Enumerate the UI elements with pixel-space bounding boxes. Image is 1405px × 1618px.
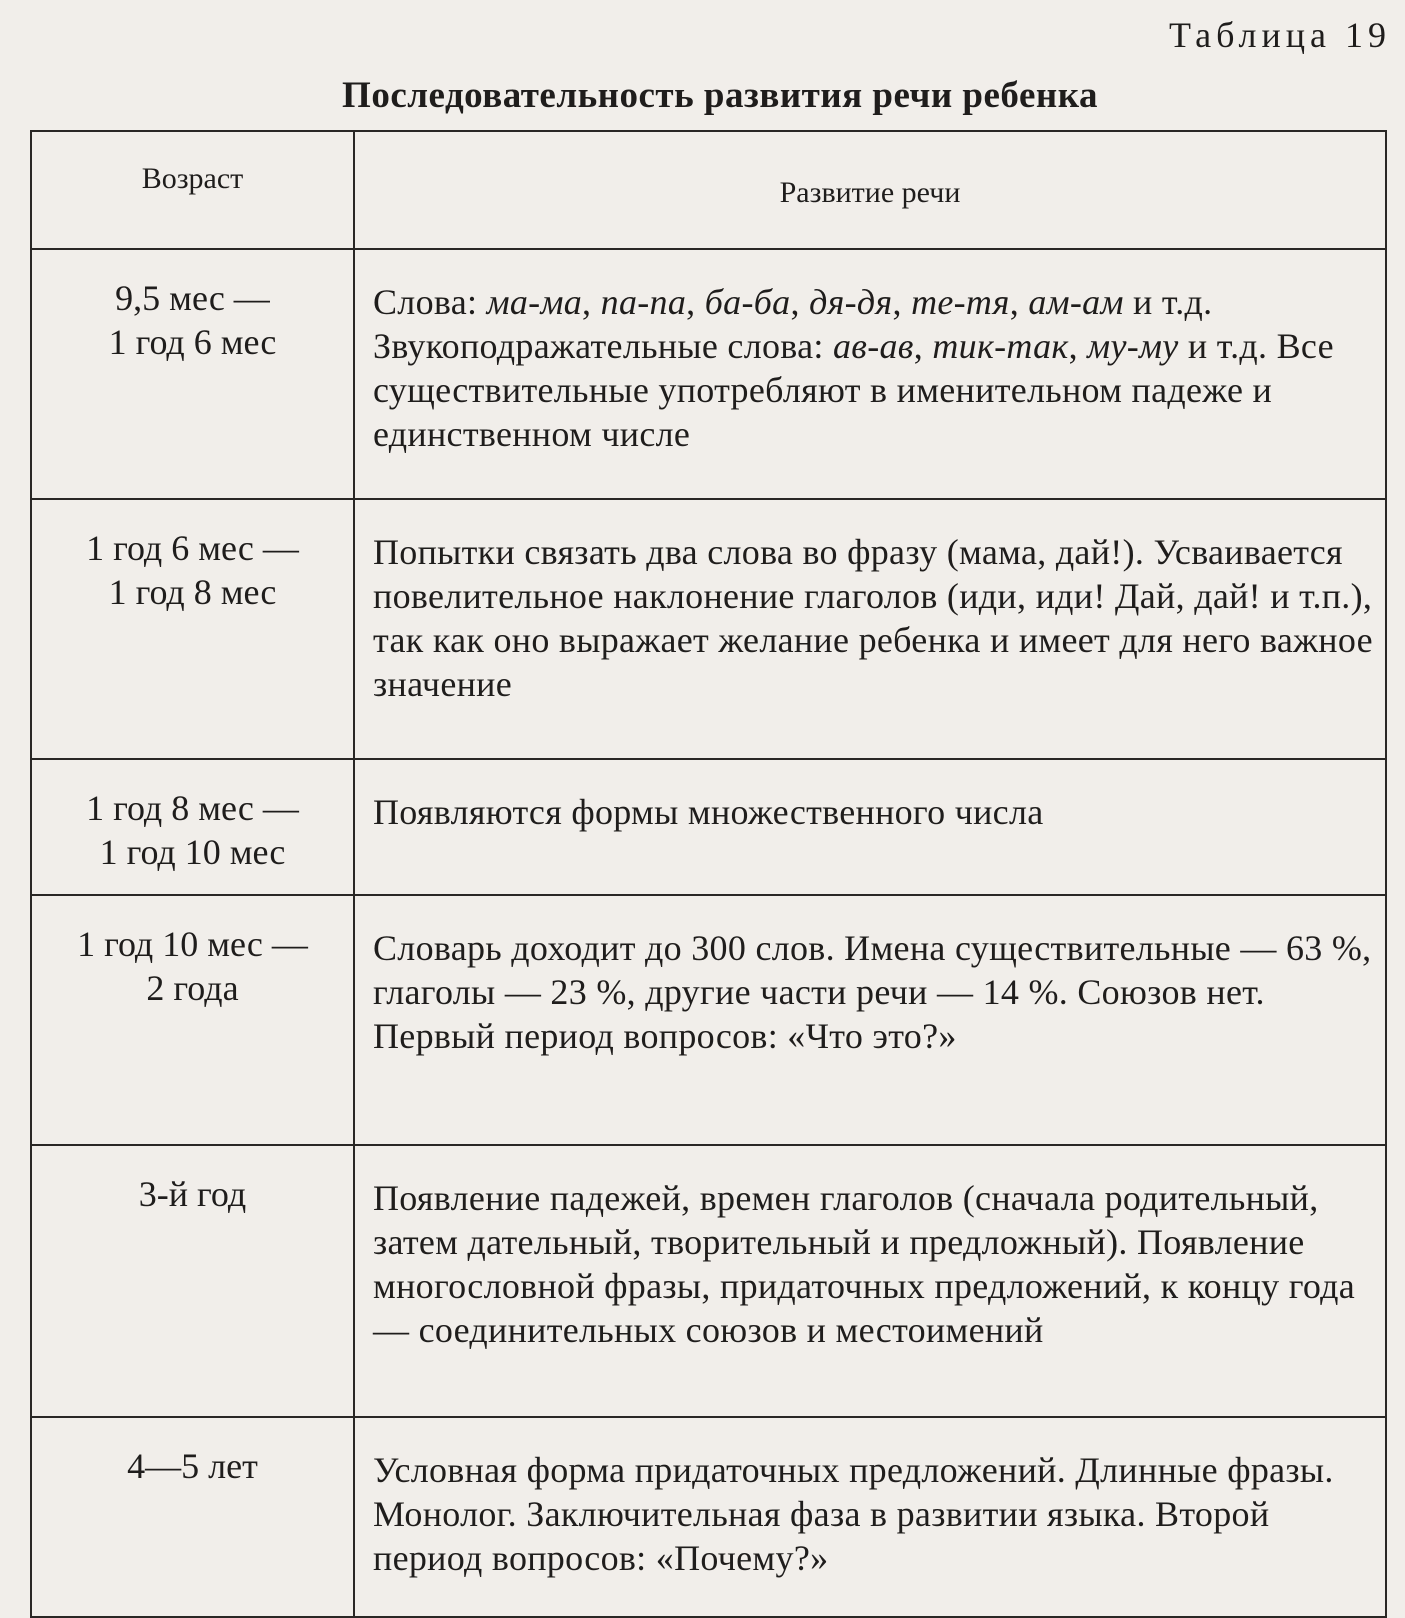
age-cell: [31, 1417, 354, 1617]
header-row: [31, 131, 1386, 249]
example-word: те-тя: [911, 282, 1010, 322]
age-cell: [31, 499, 354, 759]
table-row: [31, 1417, 1386, 1617]
table-row: [31, 895, 1386, 1145]
description-text: Появляются формы множественного числа: [373, 792, 1044, 832]
header-speech-development: Развитие речи: [354, 131, 1386, 249]
age-cell: [31, 895, 354, 1145]
speech-development-cell: [354, 1417, 1386, 1617]
age-line: 1 год 6 мес —: [86, 528, 299, 568]
description-text: Условная форма придаточных предложений. Длинные фразы. Монолог. Заключительная фаза в развитии языка. Второй период вопросов: «Почему?»: [373, 1450, 1334, 1578]
description-text: Появление падежей, времен глаголов (сначала родительный, затем дательный, творительный и предложный). Появление многословной фразы, придаточных предложений, к концу года — соединительных союзов и местоимений: [373, 1178, 1356, 1350]
age-line: 1 год 6 мес: [108, 322, 277, 362]
description-text: ,: [686, 282, 705, 322]
age-line: 3-й год: [138, 1174, 247, 1214]
age-line: 2 года: [146, 968, 239, 1008]
table-number-label: Таблица 19: [1169, 15, 1391, 55]
description-text: ,: [790, 282, 810, 322]
speech-development-cell: [354, 895, 1386, 1145]
description-text: Слова:: [373, 282, 487, 322]
age-line: 1 год 10 мес —: [77, 924, 308, 964]
description-text: ,: [913, 326, 933, 366]
speech-development-cell: [354, 249, 1386, 499]
table-header: [31, 131, 1386, 249]
example-word: му-му: [1087, 326, 1179, 366]
table-row: [31, 759, 1386, 895]
example-word: тик-так: [932, 326, 1069, 366]
example-word: па-па: [600, 282, 687, 322]
description-text: и т.д. Все существительные употребляют в именительном падеже и единственном числе: [373, 326, 1334, 454]
speech-development-table-container: [30, 130, 1385, 1618]
description-text: ,: [892, 282, 912, 322]
speech-development-table: [30, 130, 1387, 1618]
age-line: 1 год 10 мес: [99, 832, 286, 872]
age-line: 1 год 8 мес —: [86, 788, 299, 828]
age-cell: [31, 249, 354, 499]
speech-development-cell: [354, 759, 1386, 895]
table-body: [31, 249, 1386, 1617]
example-word: ам-ам: [1028, 282, 1124, 322]
age-line: 1 год 8 мес: [108, 572, 277, 612]
description-text: Словарь доходит до 300 слов. Имена существительные — 63 %, глаголы — 23 %, другие части речи — 14 %. Союзов нет. Первый период вопросов: «Что это?»: [373, 928, 1372, 1056]
page-title: Последовательность развития речи ребенка: [342, 75, 1098, 116]
speech-development-cell: [354, 499, 1386, 759]
example-word: ав-ав: [832, 326, 914, 366]
description-text: ,: [582, 282, 601, 322]
table-row: [31, 1145, 1386, 1417]
example-word: ба-ба: [704, 282, 791, 322]
description-text: ,: [1068, 326, 1088, 366]
age-cell: [31, 759, 354, 895]
age-cell: [31, 1145, 354, 1417]
age-line: 9,5 мес —: [115, 278, 270, 318]
description-text: ,: [1009, 282, 1029, 322]
example-word: дя-дя: [809, 282, 893, 322]
description-text: и т.д. Звукоподражательные слова:: [373, 282, 1213, 366]
table-row: [31, 499, 1386, 759]
example-word: ма-ма: [486, 282, 583, 322]
description-text: Попытки связать два слова во фразу (мама, дай!). Усваивается повелительное наклонение глаголов (иди, иди! Дай, дай! и т.п.), так как оно выражает желание ребенка и имеет для него важное значение: [373, 532, 1373, 704]
header-age: Возраст: [31, 131, 354, 249]
table-row: [31, 249, 1386, 499]
speech-development-cell: [354, 1145, 1386, 1417]
age-line: 4—5 лет: [127, 1446, 258, 1486]
